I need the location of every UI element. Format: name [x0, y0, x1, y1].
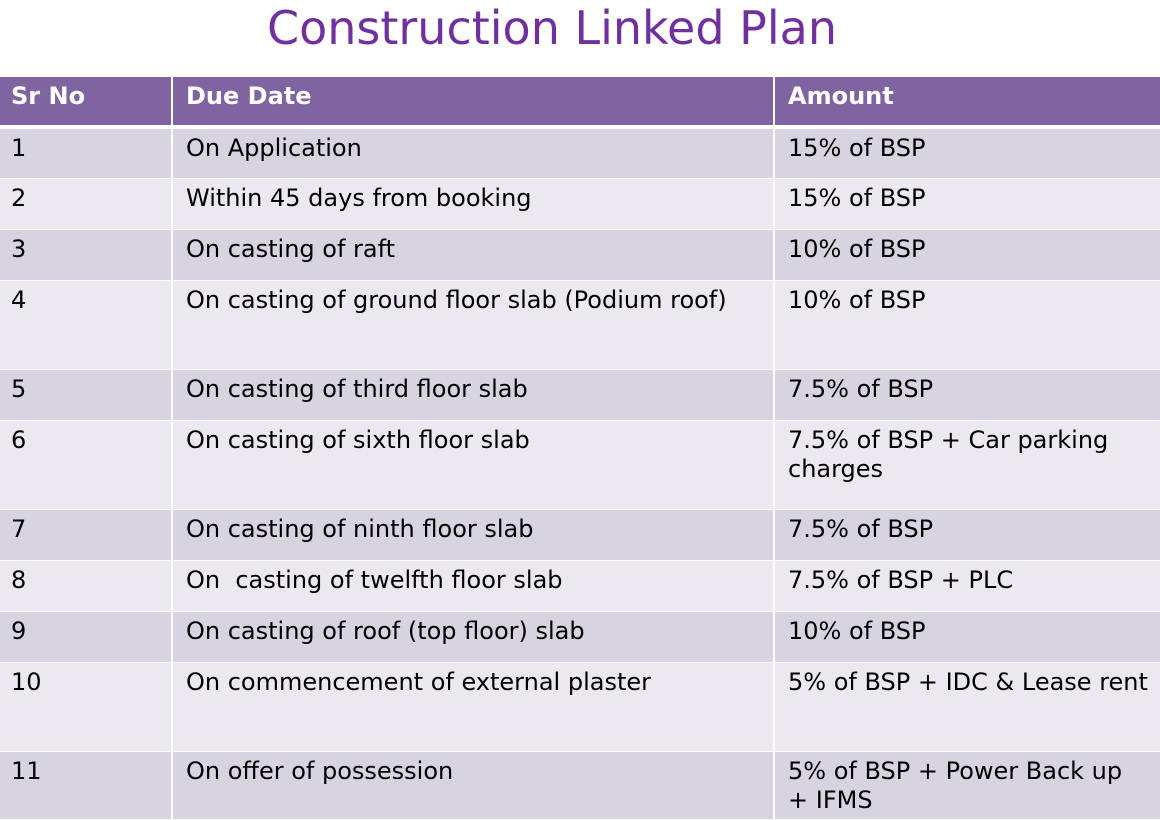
cell-sr-no: 9 [0, 611, 172, 662]
table-header-row [0, 77, 1160, 127]
header-amount: Amount [774, 77, 1160, 127]
cell-sr-no: 8 [0, 560, 172, 611]
table-row [0, 369, 1160, 420]
table-row [0, 560, 1160, 611]
cell-sr-no: 4 [0, 280, 172, 369]
cell-amount: 7.5% of BSP [774, 369, 1160, 420]
cell-due-date: On casting of ninth floor slab [172, 509, 774, 560]
cell-amount: 10% of BSP [774, 280, 1160, 369]
table-row [0, 127, 1160, 178]
payment-plan-table [0, 77, 1160, 820]
cell-sr-no: 10 [0, 662, 172, 751]
page-title: Construction Linked Plan [266, 1, 838, 55]
table-row [0, 280, 1160, 369]
cell-due-date: On commencement of external plaster [172, 662, 774, 751]
cell-amount: 7.5% of BSP + PLC [774, 560, 1160, 611]
cell-due-date: On casting of sixth floor slab [172, 420, 774, 509]
cell-due-date: On Application [172, 127, 774, 178]
header-due-date: Due Date [172, 77, 774, 127]
cell-due-date: On casting of raft [172, 229, 774, 280]
table-row [0, 751, 1160, 819]
cell-amount: 10% of BSP [774, 229, 1160, 280]
cell-amount: 15% of BSP [774, 127, 1160, 178]
table-row [0, 229, 1160, 280]
cell-sr-no: 6 [0, 420, 172, 509]
cell-due-date: On casting of twelfth floor slab [172, 560, 774, 611]
cell-due-date: Within 45 days from booking [172, 178, 774, 229]
table-row [0, 178, 1160, 229]
table-row [0, 611, 1160, 662]
cell-amount: 5% of BSP + Power Back up + IFMS [774, 751, 1160, 819]
header-sr-no: Sr No [0, 77, 172, 127]
cell-sr-no: 2 [0, 178, 172, 229]
cell-due-date: On offer of possession [172, 751, 774, 819]
table-row [0, 420, 1160, 509]
cell-sr-no: 11 [0, 751, 172, 819]
cell-amount: 7.5% of BSP + Car parking charges [774, 420, 1160, 509]
cell-due-date: On casting of roof (top floor) slab [172, 611, 774, 662]
cell-amount: 7.5% of BSP [774, 509, 1160, 560]
cell-amount: 10% of BSP [774, 611, 1160, 662]
cell-due-date: On casting of third floor slab [172, 369, 774, 420]
cell-sr-no: 7 [0, 509, 172, 560]
table-row [0, 509, 1160, 560]
cell-amount: 5% of BSP + IDC & Lease rent [774, 662, 1160, 751]
cell-sr-no: 3 [0, 229, 172, 280]
cell-amount: 15% of BSP [774, 178, 1160, 229]
table-row [0, 662, 1160, 751]
cell-sr-no: 1 [0, 127, 172, 178]
cell-due-date: On casting of ground floor slab (Podium roof) [172, 280, 774, 369]
cell-sr-no: 5 [0, 369, 172, 420]
